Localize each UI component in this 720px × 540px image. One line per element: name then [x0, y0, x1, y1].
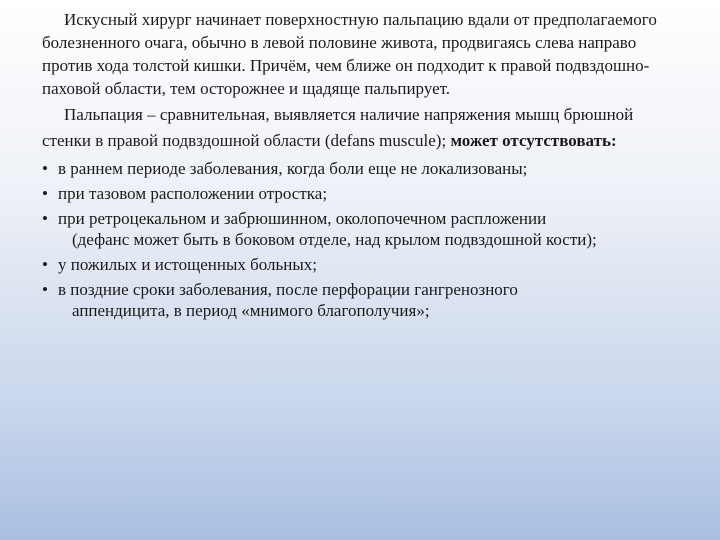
- paragraph-palpation-technique: Искусный хирург начинает поверхностную пальпацию вдали от предполагаемого болезненного очага, обычно в левой половине живота, продвигаясь слева направо против хода толстой кишки. Причём, чем ближе он подходит к правой подвздошно-паховой области, тем осторожнее и щадяще пальпирует.: [42, 10, 657, 98]
- list-item-text: у пожилых и истощенных больных;: [58, 255, 318, 274]
- bullet-list: [42, 158, 682, 321]
- list-item: [42, 254, 682, 275]
- may-be-absent-label: может отсутствовать:: [450, 131, 617, 150]
- bullet-icon: •: [42, 280, 48, 299]
- bullet-icon: •: [42, 159, 48, 178]
- list-item-text: при тазовом расположении отростка;: [58, 184, 328, 203]
- bullet-icon: •: [42, 255, 48, 274]
- list-item-continuation: (дефанс может быть в боковом отделе, над крылом подвздошной кости);: [72, 230, 597, 249]
- slide-content: [42, 8, 682, 321]
- list-item: [42, 279, 682, 321]
- paragraph-comparative-palpation: [42, 102, 682, 154]
- bullet-icon: •: [42, 184, 48, 203]
- list-item: [42, 208, 682, 250]
- list-item-text: в поздние сроки заболевания, после перфорации гангренозного: [58, 280, 518, 299]
- bullet-icon: •: [42, 209, 48, 228]
- paragraph-comparative-text: Пальпация – сравнительная, выявляется наличие напряжения мышц брюшной стенки в правой подвздошной области (defans muscule);: [42, 105, 634, 150]
- list-item-continuation: аппендицита, в период «мнимого благополучия»;: [72, 301, 430, 320]
- list-item-text: в раннем периоде заболевания, когда боли еще не локализованы;: [58, 159, 528, 178]
- list-item: [42, 183, 682, 204]
- list-item: [42, 158, 682, 179]
- list-item-text: при ретроцекальном и забрюшинном, околопочечном распложении: [58, 209, 547, 228]
